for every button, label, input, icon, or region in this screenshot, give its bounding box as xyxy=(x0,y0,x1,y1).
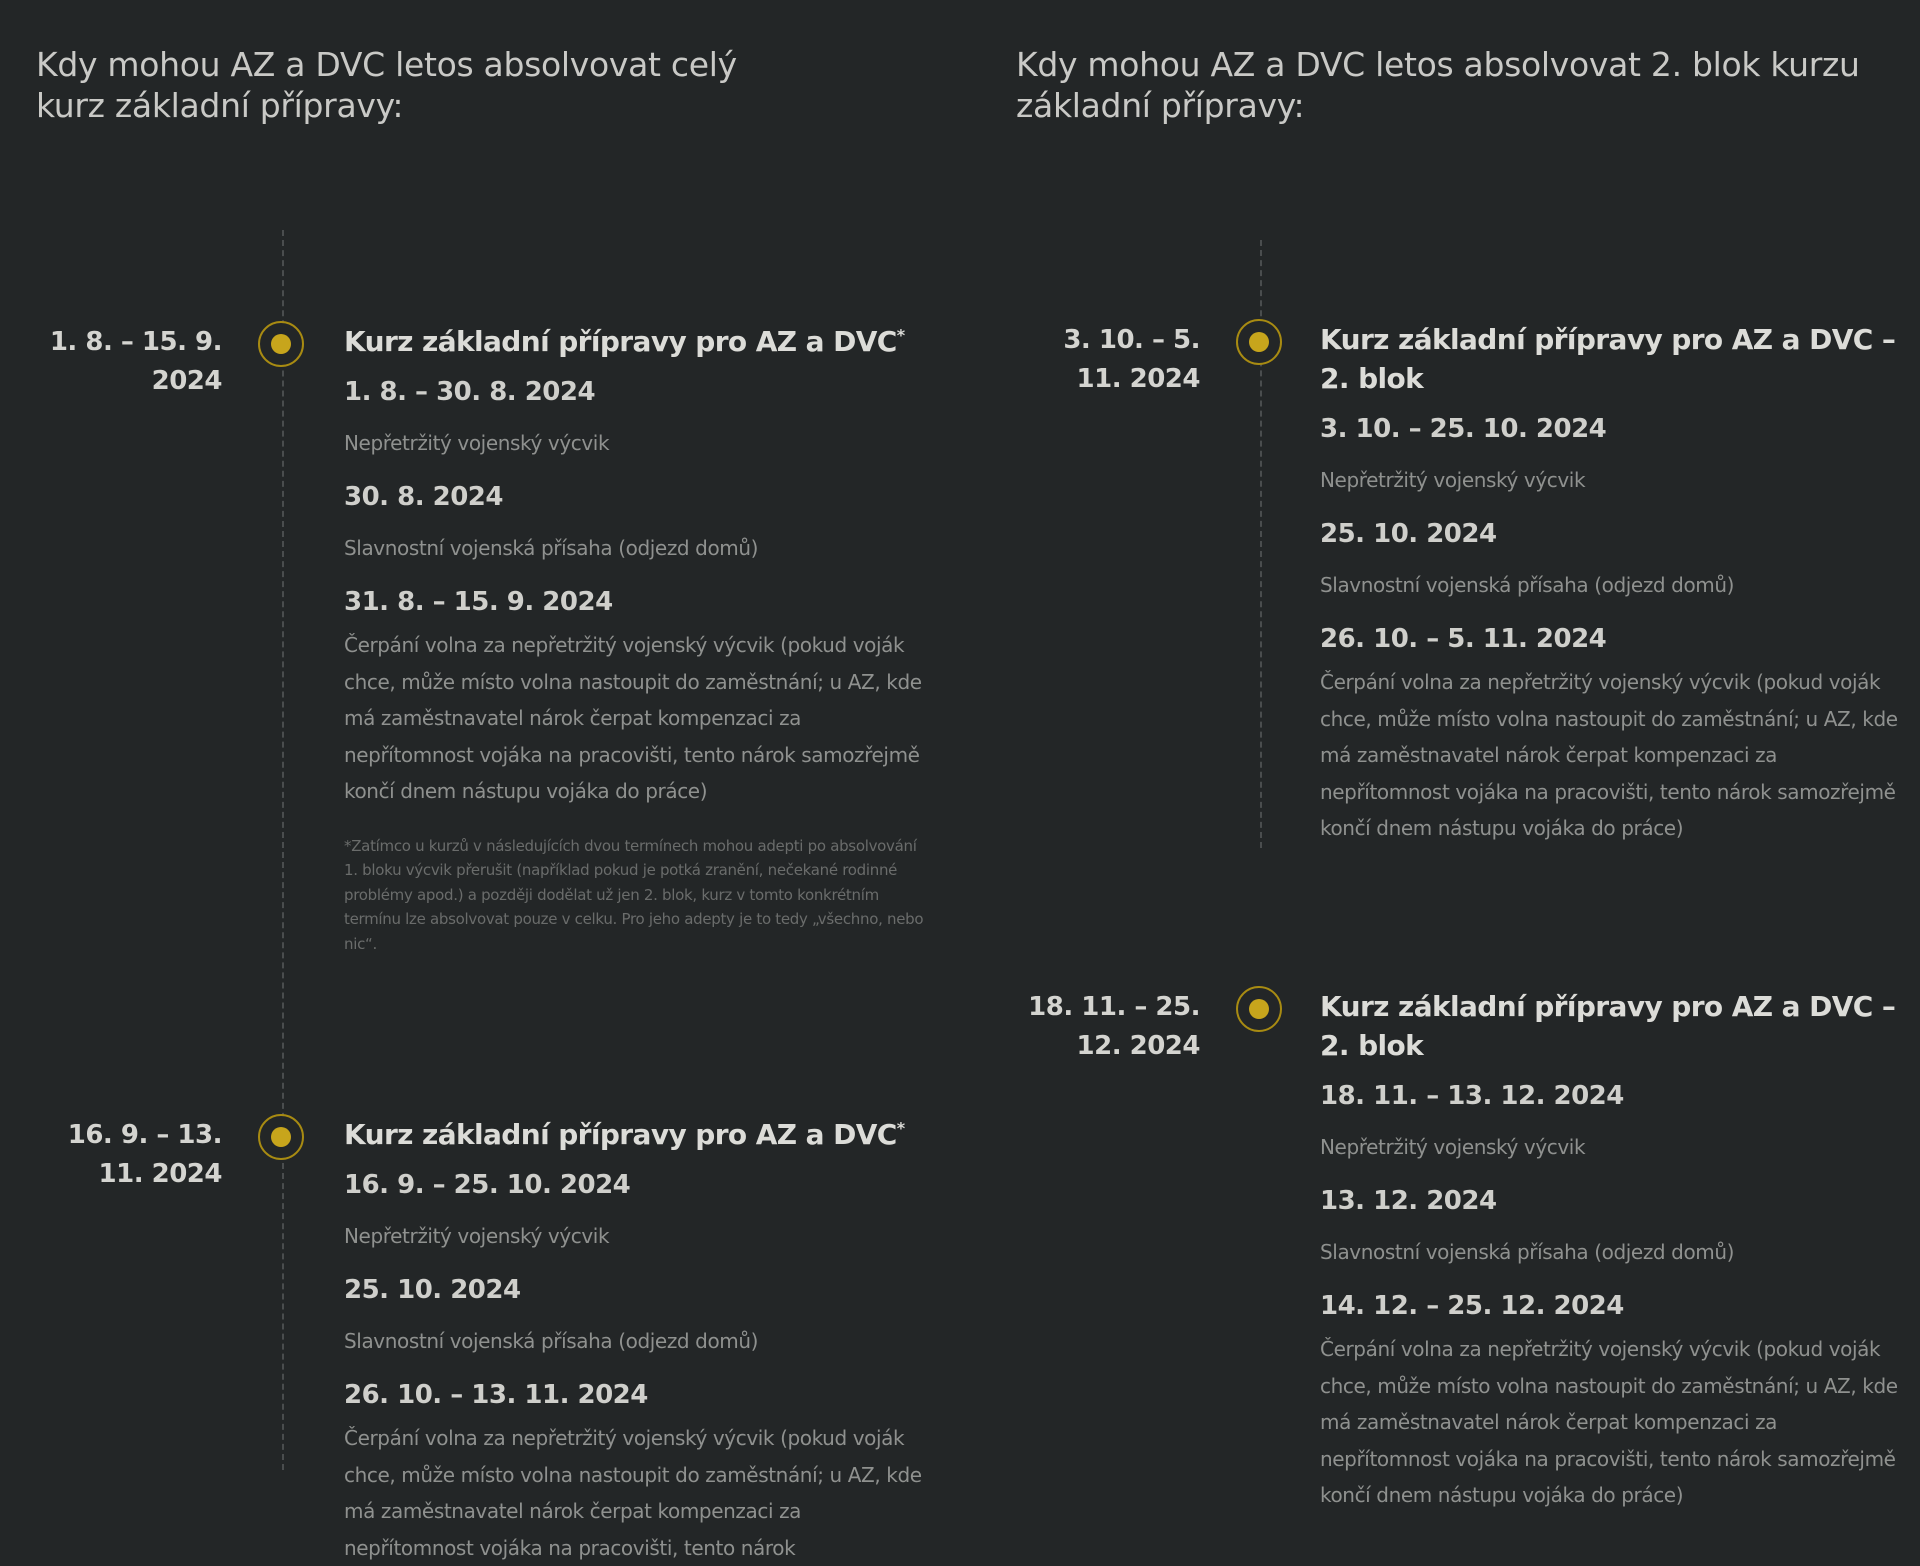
phase-description: Čerpání volna za nepřetržitý vojenský výcvik (pokud voják chce, může místo volna nastoupit do zaměstnání; u AZ, kde má zaměstnavatel nárok čerpat kompenzaci za nepřítomnost vojáka na pracovišti, tento nárok samozřejmě končí dnem nástupu vojáka do práce) xyxy=(344,633,922,804)
event-content xyxy=(1320,987,1900,1514)
phase-date: 25. 10. 2024 xyxy=(1320,519,1497,549)
phase-date: 16. 9. – 25. 10. 2024 xyxy=(344,1170,631,1200)
phase-description: Slavnostní vojenská přísaha (odjezd domů) xyxy=(1320,573,1735,597)
column-heading: Kdy mohou AZ a DVC letos absolvovat celý kurz základní přípravy: xyxy=(36,45,737,125)
event-title: Kurz základní přípravy pro AZ a DVC* xyxy=(344,325,905,358)
phase-date: 26. 10. – 13. 11. 2024 xyxy=(344,1380,648,1410)
phase-date: 3. 10. – 25. 10. 2024 xyxy=(1320,414,1607,444)
event-title: Kurz základní přípravy pro AZ a DVC* xyxy=(344,1118,905,1151)
phase-date: 14. 12. – 25. 12. 2024 xyxy=(1320,1291,1624,1321)
full-course-column xyxy=(36,0,936,1560)
phase-date: 30. 8. 2024 xyxy=(344,482,503,512)
event-title: Kurz základní přípravy pro AZ a DVC – 2. blok xyxy=(1320,990,1896,1062)
second-block-column xyxy=(1016,0,1916,1508)
phase-date: 13. 12. 2024 xyxy=(1320,1186,1497,1216)
phase-description: Nepřetržitý vojenský výcvik xyxy=(344,431,610,455)
event-date-range: 1. 8. – 15. 9. 2024 xyxy=(49,327,222,396)
phase-description: Nepřetržitý vojenský výcvik xyxy=(1320,468,1586,492)
phase-description: Nepřetržitý vojenský výcvik xyxy=(1320,1135,1586,1159)
event-content xyxy=(1320,320,1900,847)
event-title: Kurz základní přípravy pro AZ a DVC – 2. blok xyxy=(1320,323,1896,395)
timeline-dot-icon xyxy=(258,1114,304,1160)
event-date-range: 16. 9. – 13. 11. 2024 xyxy=(67,1120,222,1189)
phase-date: 1. 8. – 30. 8. 2024 xyxy=(344,377,596,407)
phase-date: 31. 8. – 15. 9. 2024 xyxy=(344,587,613,617)
phase-description: Slavnostní vojenská přísaha (odjezd domů) xyxy=(1320,1240,1735,1264)
phase-description: Čerpání volna za nepřetržitý vojenský výcvik (pokud voják chce, může místo volna nastoupit do zaměstnání; u AZ, kde má zaměstnavatel nárok čerpat kompenzaci za nepřítomnost vojáka na pracovišti, tento nárok samozřejmě končí dnem nástupu vojáka do práce) xyxy=(1320,670,1898,841)
phase-description: Nepřetržitý vojenský výcvik xyxy=(344,1224,610,1248)
event-content xyxy=(344,322,924,956)
phase-description: Slavnostní vojenská přísaha (odjezd domů) xyxy=(344,536,759,560)
timeline-rail xyxy=(282,230,284,1470)
timeline-dot-icon xyxy=(258,321,304,367)
footnote: *Zatímco u kurzů v následujících dvou termínech mohou adepti po absolvování 1. bloku výcvik přerušit (například pokud je potká zranění, nečekané rodinné problémy apod.) a později dodělat už jen 2. blok, kurz v tomto konkrétním termínu lze absolvovat pouze v celku. Pro jeho adepty je to tedy „všechno, nebo nic“. xyxy=(344,836,924,953)
phase-date: 25. 10. 2024 xyxy=(344,1275,521,1305)
event-date-range: 18. 11. – 25. 12. 2024 xyxy=(1028,992,1200,1061)
phase-description: Čerpání volna za nepřetržitý vojenský výcvik (pokud voják chce, může místo volna nastoupit do zaměstnání; u AZ, kde má zaměstnavatel nárok čerpat kompenzaci za nepřítomnost vojáka na pracovišti, tento nárok xyxy=(344,1426,922,1560)
event-date-range: 3. 10. – 5. 11. 2024 xyxy=(1063,325,1200,394)
timeline-dot-icon xyxy=(1236,986,1282,1032)
timeline-dot-icon xyxy=(1236,319,1282,365)
phase-date: 26. 10. – 5. 11. 2024 xyxy=(1320,624,1607,654)
column-heading: Kdy mohou AZ a DVC letos absolvovat 2. blok kurzu základní přípravy: xyxy=(1016,45,1860,125)
event-content xyxy=(344,1115,924,1566)
phase-date: 18. 11. – 13. 12. 2024 xyxy=(1320,1081,1624,1111)
phase-description: Čerpání volna za nepřetržitý vojenský výcvik (pokud voják chce, může místo volna nastoupit do zaměstnání; u AZ, kde má zaměstnavatel nárok čerpat kompenzaci za nepřítomnost vojáka na pracovišti, tento nárok samozřejmě končí dnem nástupu vojáka do práce) xyxy=(1320,1337,1898,1508)
phase-description: Slavnostní vojenská přísaha (odjezd domů) xyxy=(344,1329,759,1353)
